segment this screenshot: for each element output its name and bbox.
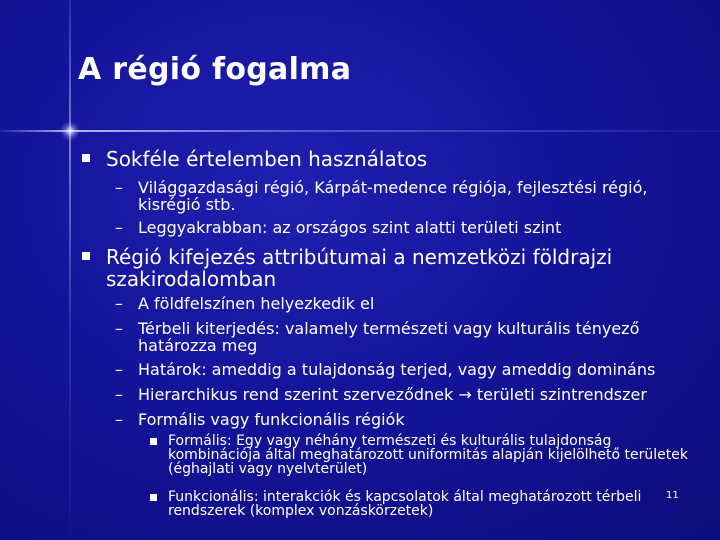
slide-number: 11 [666, 490, 679, 501]
dash-bullet-icon: – [115, 385, 123, 404]
dash-bullet-icon: – [115, 410, 123, 429]
sub-bullet-text: Formális vagy funkcionális régiók [138, 410, 405, 429]
sub-bullet-text: Határok: ameddig a tulajdonság terjed, vagy ameddig domináns [138, 360, 656, 379]
sub-bullet-text: Térbeli kiterjedés: valamely természeti vagy kulturális tényező határozza meg [138, 319, 640, 355]
sub-bullet-text: Leggyakrabban: az országos szint alatti területi szint [138, 218, 562, 237]
sub-bullet-text: A földfelszínen helyezkedik el [138, 294, 375, 313]
sub-bullet-text: Hierarchikus rend szerint szerveződnek → területi szintrendszer [138, 385, 647, 404]
square-bullet-icon [150, 494, 157, 501]
dash-bullet-icon: – [115, 360, 123, 379]
square-bullet-icon [150, 438, 157, 445]
dash-bullet-icon: – [115, 218, 123, 237]
sub-bullet-text: Világgazdasági régió, Kárpát-medence régiója, fejlesztési régió, kisrégió stb. [138, 178, 648, 214]
bullet-text: Régió kifejezés attribútumai a nemzetközi földrajzi szakirodalomban [106, 245, 613, 291]
square-bullet-icon [82, 252, 90, 260]
sub-sub-bullet-text: Funkcionális: interakciók és kapcsolatok által meghatározott térbeli rendszerek (komplex vonzáskörzetek) [168, 489, 642, 519]
sub-sub-bullet-text: Formális: Egy vagy néhány természeti és kulturális tulajdonság kombinációja által meghatározott uniformitás alapján kijelölhető területek (éghajlati vagy nyelvterület) [168, 433, 688, 477]
bullet-text: Sokféle értelemben használatos [106, 147, 428, 171]
slide-title: A régió fogalma [78, 52, 352, 87]
dash-bullet-icon: – [115, 319, 123, 338]
square-bullet-icon [82, 154, 90, 162]
dash-bullet-icon: – [115, 178, 123, 197]
dash-bullet-icon: – [115, 294, 123, 313]
